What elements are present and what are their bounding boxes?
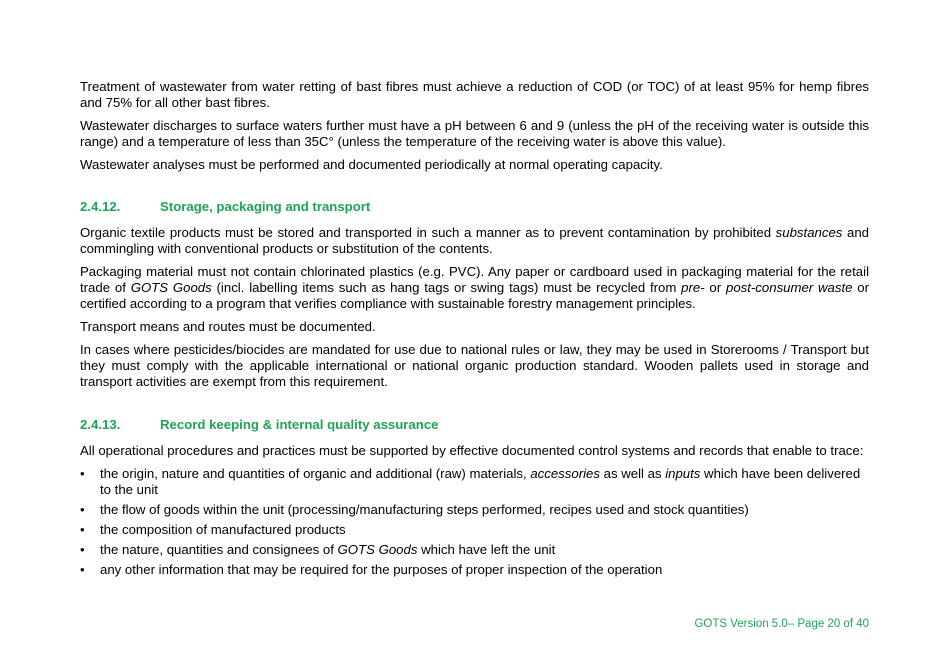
transport-routes-paragraph: Transport means and routes must be documented. — [80, 319, 376, 334]
emphasis-post-consumer-waste: post-consumer waste — [725, 280, 853, 295]
section-title: Record keeping & internal quality assurance — [160, 417, 439, 432]
bullet-icon: • — [80, 502, 85, 517]
bullet-icon: • — [80, 562, 85, 577]
emphasis-inputs: inputs — [665, 466, 701, 481]
list-item: • the composition of manufactured products — [80, 522, 346, 537]
wastewater-ph-paragraph: Wastewater discharges to surface waters further must have a pH between 6 and 9 (unless the pH of the receiving water is outside this range) and a temperature of less than 35C° (unless the temperature of the receiving water is above this value). — [80, 118, 869, 149]
pesticides-paragraph: In cases where pesticides/biocides are mandated for use due to national rules or law, they may be used in Storerooms / Transport but they must comply with the applicable international or national organic production standard. Wooden pallets used in storage and transport activities are exempt from this requirement. — [80, 342, 869, 389]
list-item: • any other information that may be required for the purposes of proper inspection of the operation — [80, 562, 663, 577]
section-number: 2.4.12. — [80, 199, 121, 214]
section-number: 2.4.13. — [80, 417, 121, 432]
emphasis-accessories: accessories — [530, 466, 600, 481]
bullet-icon: • — [80, 522, 85, 537]
bullet-icon: • — [80, 542, 85, 557]
storage-contamination-paragraph: Organic textile products must be stored and transported in such a manner as to prevent contamination by prohibited substances and commingling with conventional products or substitution of the contents. — [80, 225, 869, 256]
trace-requirements-list — [80, 466, 869, 578]
emphasis-pre: pre- — [681, 280, 705, 295]
document-page — [80, 79, 869, 582]
emphasis-gots-goods: GOTS Goods — [130, 280, 212, 295]
emphasis-gots-goods: GOTS Goods — [337, 542, 418, 557]
section-heading-storage — [80, 199, 869, 215]
section-title: Storage, packaging and transport — [160, 199, 371, 214]
wastewater-retting-paragraph: Treatment of wastewater from water retting of bast fibres must achieve a reduction of COD (or TOC) of at least 95% for hemp fibres and 75% for all other bast fibres. — [80, 79, 869, 110]
wastewater-analysis-paragraph: Wastewater analyses must be performed and documented periodically at normal operating capacity. — [80, 157, 663, 172]
operational-procedures-paragraph: All operational procedures and practices must be supported by effective documented control systems and records that enable to trace: — [80, 443, 864, 458]
page-footer: GOTS Version 5.0– Page 20 of 40 — [694, 618, 869, 630]
list-item: • the nature, quantities and consignees of GOTS Goods which have left the unit — [80, 542, 556, 557]
section-heading-record-keeping — [80, 417, 869, 433]
list-item: • the flow of goods within the unit (processing/manufacturing steps performed, recipes used and stock quantities) — [80, 502, 749, 517]
packaging-material-paragraph: Packaging material must not contain chlorinated plastics (e.g. PVC). Any paper or cardboard used in packaging material for the retail trade of GOTS Goods (incl. labelling items such as hang tags or swing tags) must be recycled from pre- or post-consumer waste or certified according to a program that verifies compliance with sustainable forestry management principles. — [80, 264, 870, 311]
emphasis-substances: substances — [775, 225, 843, 240]
list-item: • the origin, nature and quantities of organic and additional (raw) materials, accessories as well as inputs which have been delivered to the unit — [80, 466, 861, 497]
bullet-icon: • — [80, 466, 85, 481]
